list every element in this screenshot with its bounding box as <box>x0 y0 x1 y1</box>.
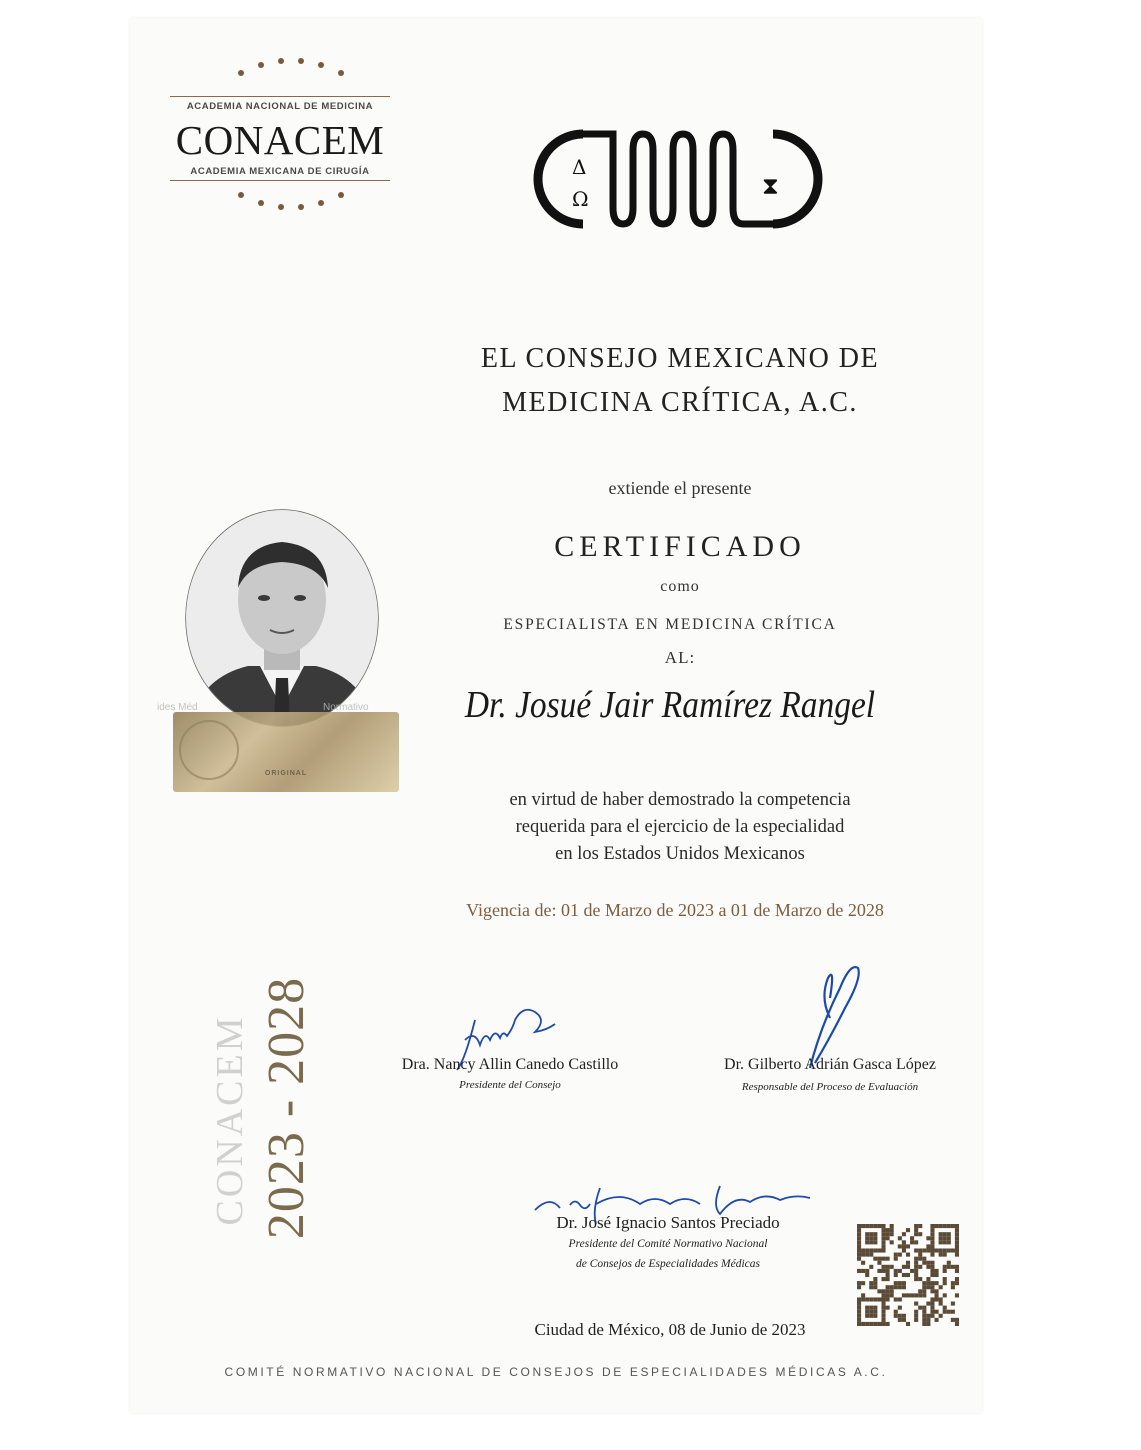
qr-code <box>857 1224 959 1326</box>
conacem-vertical-watermark: CONACEM <box>209 1014 251 1226</box>
recipient-name: Dr. Josué Jair Ramírez Rangel <box>464 684 876 726</box>
seal-watermark-left: ides Méd <box>157 702 198 713</box>
place-and-date: Ciudad de México, 08 de Junio de 2023 <box>534 1320 806 1339</box>
al-text: AL: <box>664 648 696 667</box>
logo-name: CONACEM <box>175 117 385 163</box>
validity-years-vertical: 2023 - 2028 <box>258 976 315 1240</box>
certificate-heading: CERTIFICADO <box>554 530 806 563</box>
emblem-delta: Δ <box>572 155 587 179</box>
signer-3-role-line-2: de Consejos de Especialidades Médicas <box>576 1258 760 1270</box>
validity-period: Vigencia de: 01 de Marzo de 2023 a 01 de Marzo de 2028 <box>466 900 884 920</box>
emblem-omega: Ω <box>572 187 589 211</box>
recipient-photo <box>178 508 380 730</box>
signer-3-role-line-1: Presidente del Comité Normativo Nacional <box>568 1238 768 1250</box>
signer-1-name: Dra. Nancy Allin Canedo Castillo <box>401 1056 619 1073</box>
hologram-seal <box>157 702 399 792</box>
como-text: como <box>660 578 700 595</box>
logo-top-line: ACADEMIA NACIONAL DE MEDICINA <box>186 101 374 112</box>
footer-committee: COMITÉ NORMATIVO NACIONAL DE CONSEJOS DE ESPECIALIDADES MÉDICAS A.C. <box>224 1365 888 1379</box>
competence-statement <box>380 787 980 868</box>
emblem-hourglass: ⧗ <box>762 172 779 200</box>
logo-bottom-line: ACADEMIA MEXICANA DE CIRUGÍA <box>190 166 370 177</box>
conacem-logo <box>160 52 400 227</box>
statement-line-1: en virtud de haber demostrado la competencia <box>509 790 851 810</box>
issuer-line-1: EL CONSEJO MEXICANO DE <box>480 343 880 374</box>
statement-line-3: en los Estados Unidos Mexicanos <box>555 844 805 864</box>
issuer-title <box>330 337 1030 425</box>
logo-dots-top <box>160 52 400 82</box>
signer-2-role: Responsable del Proceso de Evaluación <box>741 1081 919 1093</box>
logo-dots-bottom <box>160 188 400 218</box>
signer-3-name: Dr. José Ignacio Santos Preciado <box>556 1213 780 1232</box>
issuer-line-2: MEDICINA CRÍTICA, A.C. <box>502 387 858 418</box>
signer-2-name: Dr. Gilberto Adrián Gasca López <box>724 1056 936 1073</box>
seal-watermark-right: Normativo <box>323 702 369 713</box>
signer-1-role: Presidente del Consejo <box>459 1079 561 1091</box>
statement-line-2: requerida para el ejercicio de la especialidad <box>515 817 845 837</box>
council-emblem <box>528 128 828 230</box>
seal-original-text: ORIGINAL <box>264 770 308 777</box>
specialty-text: ESPECIALISTA EN MEDICINA CRÍTICA <box>503 616 837 633</box>
intro-text: extiende el presente <box>608 478 752 498</box>
emblem-graphic <box>528 128 828 230</box>
